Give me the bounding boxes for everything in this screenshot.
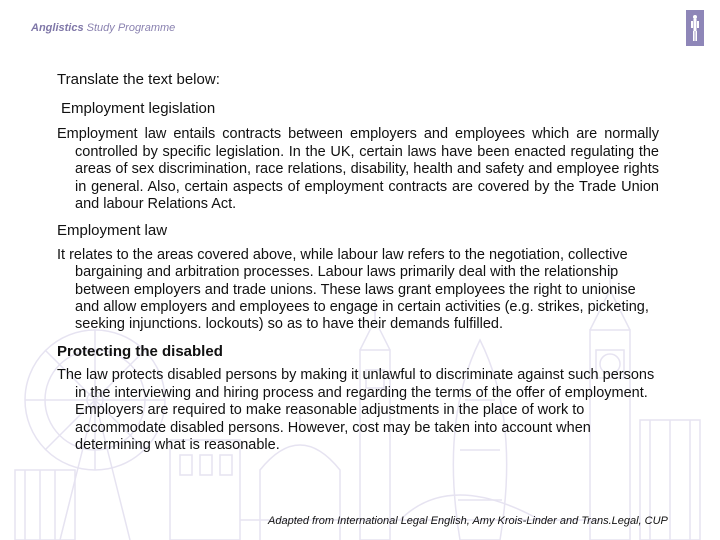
header-subtitle: Study Programme [86, 22, 176, 34]
section-heading: Employment law [57, 222, 168, 240]
document-body [57, 100, 659, 463]
instruction-text: Translate the text below: [57, 71, 220, 88]
logo-icon [686, 10, 704, 46]
header [31, 22, 175, 34]
brand-name: Anglistics [31, 22, 84, 34]
section-heading: Employment legislation [61, 100, 216, 117]
source-citation: Adapted from International Legal English, Amy Krois-Linder and Trans.Legal, CUP [268, 515, 668, 527]
section-heading: Protecting the disabled [57, 342, 223, 360]
section-paragraph: It relates to the areas covered above, while labour law refers to the negotiation, collective bargaining and arbitration processes. Labour laws primarily deal with the relationship between employers and trade unions. These laws grant employees the right to unionise and allow employers and employees to engage in certain activities (e.g. strikes, picketing, seeking injunctions. lockouts) so as to have their demands fulfilled. [57, 246, 649, 333]
section-paragraph: The law protects disabled persons by making it unlawful to discriminate against such persons in the interviewing and hiring process and regarding the terms of the offer of employment. Employers are required to make reasonable adjustments in the place of work to accommodate disabled persons. However, cost may be taken into account when determining what is reasonable. [57, 367, 655, 453]
section-paragraph: Employment law entails contracts between employers and employees which are normally controlled by specific legislation. In the UK, certain laws have been enacted regulating the areas of sex discrimination, race relations, disability, health and safety and employee rights in general. Also, certain aspects of employment contracts are covered by the Trade Union and labour Relations Act. [57, 126, 659, 213]
